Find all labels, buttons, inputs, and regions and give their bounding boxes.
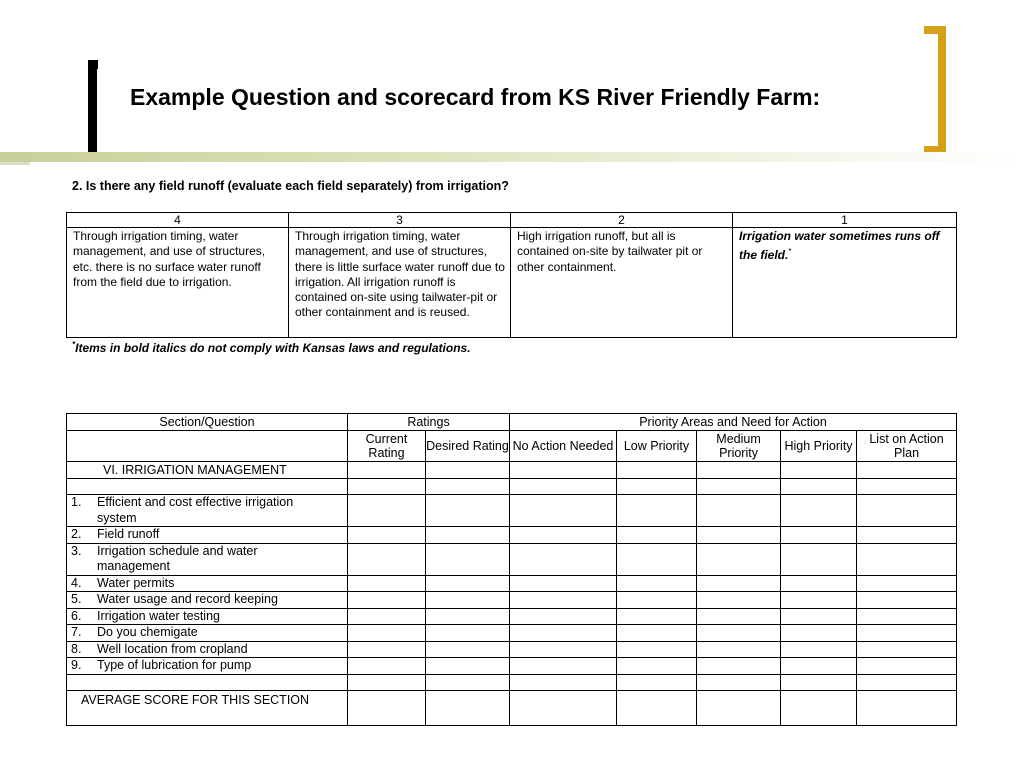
section-row [67, 462, 957, 479]
table-cell [426, 479, 510, 495]
rating-cell [426, 641, 510, 658]
question-label: Do you chemigate [97, 625, 198, 639]
question-label: Irrigation water testing [97, 608, 220, 623]
question-cell [67, 608, 348, 625]
question-cell [67, 658, 348, 675]
rating-cell [617, 495, 697, 527]
question-cell [67, 527, 348, 544]
rating-cell [857, 495, 957, 527]
rating-col-1: 1 [733, 213, 957, 228]
rating-cell [426, 543, 510, 575]
rating-cell [510, 495, 617, 527]
rating-cell [348, 592, 426, 609]
question-text: 2. Is there any field runoff (evaluate each field separately) from irrigation? [72, 179, 509, 193]
question-cell [67, 592, 348, 609]
footnote-note-marker: * [72, 340, 76, 349]
rating-cell [857, 658, 957, 675]
rating-cell [781, 641, 857, 658]
table-cell [857, 690, 957, 725]
table-cell [781, 462, 857, 479]
spacer-row [67, 674, 957, 690]
question-label-continued: system [97, 510, 137, 525]
medium-priority-header: Medium Priority [697, 431, 781, 462]
table-cell [697, 462, 781, 479]
rating-desc-4: Through irrigation timing, water management, and use of structures, etc. there is no surface water runoff from the field due to irrigation. [67, 228, 289, 338]
rating-cell [426, 625, 510, 642]
question-number: 7. [71, 625, 82, 639]
question-cell [67, 495, 348, 527]
rating-cell [617, 658, 697, 675]
no-action-header: No Action Needed [510, 431, 617, 462]
table-cell [617, 479, 697, 495]
table-cell [781, 674, 857, 690]
table-cell [426, 674, 510, 690]
table-cell [426, 462, 510, 479]
table-cell [348, 479, 426, 495]
title-divider-accent [0, 162, 30, 165]
table-row [67, 543, 957, 575]
rating-cell [697, 608, 781, 625]
rating-cell [348, 575, 426, 592]
rating-cell [348, 625, 426, 642]
rating-cell [697, 495, 781, 527]
table-row [67, 658, 957, 675]
average-row [67, 690, 957, 725]
desired-rating-header: Desired Rating [426, 431, 510, 462]
priority-header: Priority Areas and Need for Action [510, 414, 957, 431]
table-cell [510, 479, 617, 495]
table-cell [857, 462, 957, 479]
table-cell [510, 690, 617, 725]
rating-cell [348, 658, 426, 675]
rating-cell [510, 641, 617, 658]
current-rating-header: Current Rating [348, 431, 426, 462]
rating-cell [781, 592, 857, 609]
question-label: Water usage and record keeping [97, 592, 278, 606]
question-number: 6. [71, 608, 82, 623]
question-label-continued: management [97, 559, 170, 573]
rating-cell [426, 658, 510, 675]
table-cell [617, 690, 697, 725]
rating-cell [510, 608, 617, 625]
rating-cell [617, 543, 697, 575]
question-cell [67, 641, 348, 658]
low-priority-header: Low Priority [617, 431, 697, 462]
rating-cell [510, 592, 617, 609]
question-label: Well location from cropland [97, 641, 248, 656]
question-label: Field runoff [97, 527, 160, 541]
footnote [72, 340, 471, 355]
rating-table [66, 212, 957, 338]
table-cell [510, 462, 617, 479]
slide-title: Example Question and scorecard from KS River Friendly Farm: [130, 84, 821, 110]
table-cell [781, 479, 857, 495]
rating-cell [781, 625, 857, 642]
rating-cell [426, 592, 510, 609]
table-cell [67, 479, 348, 495]
rating-desc-1 [733, 228, 957, 338]
rating-cell [510, 658, 617, 675]
table-cell [697, 690, 781, 725]
question-label: Efficient and cost effective irrigation [97, 495, 294, 509]
rating-cell [697, 658, 781, 675]
rating-cell [348, 543, 426, 575]
rating-cell [697, 575, 781, 592]
table-cell [348, 674, 426, 690]
rating-cell [510, 543, 617, 575]
question-label: Type of lubrication for pump [97, 658, 252, 672]
section-question-header: Section/Question [67, 414, 348, 431]
table-row [67, 608, 957, 625]
rating-cell [697, 592, 781, 609]
rating-cell [857, 592, 957, 609]
rating-cell [697, 543, 781, 575]
table-cell [67, 674, 348, 690]
table-cell [510, 674, 617, 690]
noncompliant-text: Irrigation water sometimes runs off the field. [739, 229, 940, 263]
rating-cell [857, 608, 957, 625]
rating-header-row [67, 213, 957, 228]
scorecard-table [66, 413, 957, 726]
rating-cell [781, 543, 857, 575]
title-divider [0, 152, 1024, 162]
table-cell [781, 690, 857, 725]
section-title: VI. IRRIGATION MANAGEMENT [67, 462, 348, 479]
rating-cell [781, 658, 857, 675]
rating-col-2: 2 [511, 213, 733, 228]
rating-desc-2: High irrigation runoff, but all is contained on-site by tailwater pit or other containment. [511, 228, 733, 338]
table-row [67, 527, 957, 544]
action-plan-header: List on Action Plan [857, 431, 957, 462]
table-cell [857, 479, 957, 495]
rating-cell [781, 527, 857, 544]
question-number: 8. [71, 641, 82, 656]
rating-cell [617, 527, 697, 544]
rating-cell [510, 625, 617, 642]
rating-cell [781, 575, 857, 592]
question-number: 5. [71, 592, 82, 606]
table-cell [697, 479, 781, 495]
question-rows [67, 495, 957, 675]
rating-cell [857, 641, 957, 658]
rating-cell [510, 575, 617, 592]
rating-cell [426, 527, 510, 544]
question-cell [67, 625, 348, 642]
question-number: 1. [71, 495, 82, 509]
left-bracket-decoration [88, 60, 98, 160]
rating-cell [617, 608, 697, 625]
average-score-label: AVERAGE SCORE FOR THIS SECTION [67, 690, 348, 725]
table-row [67, 625, 957, 642]
rating-cell [697, 641, 781, 658]
rating-cell [348, 608, 426, 625]
table-cell [348, 462, 426, 479]
question-cell [67, 575, 348, 592]
rating-cell [617, 592, 697, 609]
rating-cell [781, 608, 857, 625]
rating-cell [426, 495, 510, 527]
right-bracket-decoration [924, 26, 946, 154]
rating-cell [781, 495, 857, 527]
rating-desc-3: Through irrigation timing, water management, and use of structures, there is little surface water runoff due to irrigation. All irrigation runoff is contained on-site using tailwater-pit or other containment and is reused. [289, 228, 511, 338]
table-row [67, 575, 957, 592]
table-cell [348, 690, 426, 725]
rating-cell [857, 543, 957, 575]
rating-cell [617, 575, 697, 592]
table-row [67, 592, 957, 609]
rating-cell [617, 625, 697, 642]
rating-col-4: 4 [67, 213, 289, 228]
rating-cell [857, 527, 957, 544]
scorecard-subheader-row [67, 431, 957, 462]
rating-cell [348, 527, 426, 544]
rating-cell [348, 641, 426, 658]
table-cell [617, 674, 697, 690]
table-row [67, 641, 957, 658]
rating-cell [426, 608, 510, 625]
rating-col-3: 3 [289, 213, 511, 228]
question-cell [67, 543, 348, 575]
scorecard-header-row [67, 414, 957, 431]
question-number: 4. [71, 575, 82, 590]
ratings-header: Ratings [348, 414, 510, 431]
question-number: 3. [71, 543, 82, 558]
rating-cell [697, 625, 781, 642]
rating-cell [510, 527, 617, 544]
rating-cell [857, 575, 957, 592]
spacer-row [67, 479, 957, 495]
table-cell [426, 690, 510, 725]
rating-cell [426, 575, 510, 592]
footnote-text: Items in bold italics do not comply with Kansas laws and regulations. [75, 341, 471, 355]
rating-cell [697, 527, 781, 544]
high-priority-header: High Priority [781, 431, 857, 462]
rating-cell [348, 495, 426, 527]
table-row [67, 495, 957, 527]
question-label: Water permits [97, 575, 175, 590]
rating-description-row [67, 228, 957, 338]
empty-subheader [67, 431, 348, 462]
table-cell [617, 462, 697, 479]
question-number: 9. [71, 658, 82, 672]
table-cell [697, 674, 781, 690]
rating-cell [857, 625, 957, 642]
table-cell [857, 674, 957, 690]
question-number: 2. [71, 527, 82, 541]
question-label: Irrigation schedule and water [97, 543, 258, 558]
rating-cell [617, 641, 697, 658]
footnote-marker: * [788, 247, 792, 257]
